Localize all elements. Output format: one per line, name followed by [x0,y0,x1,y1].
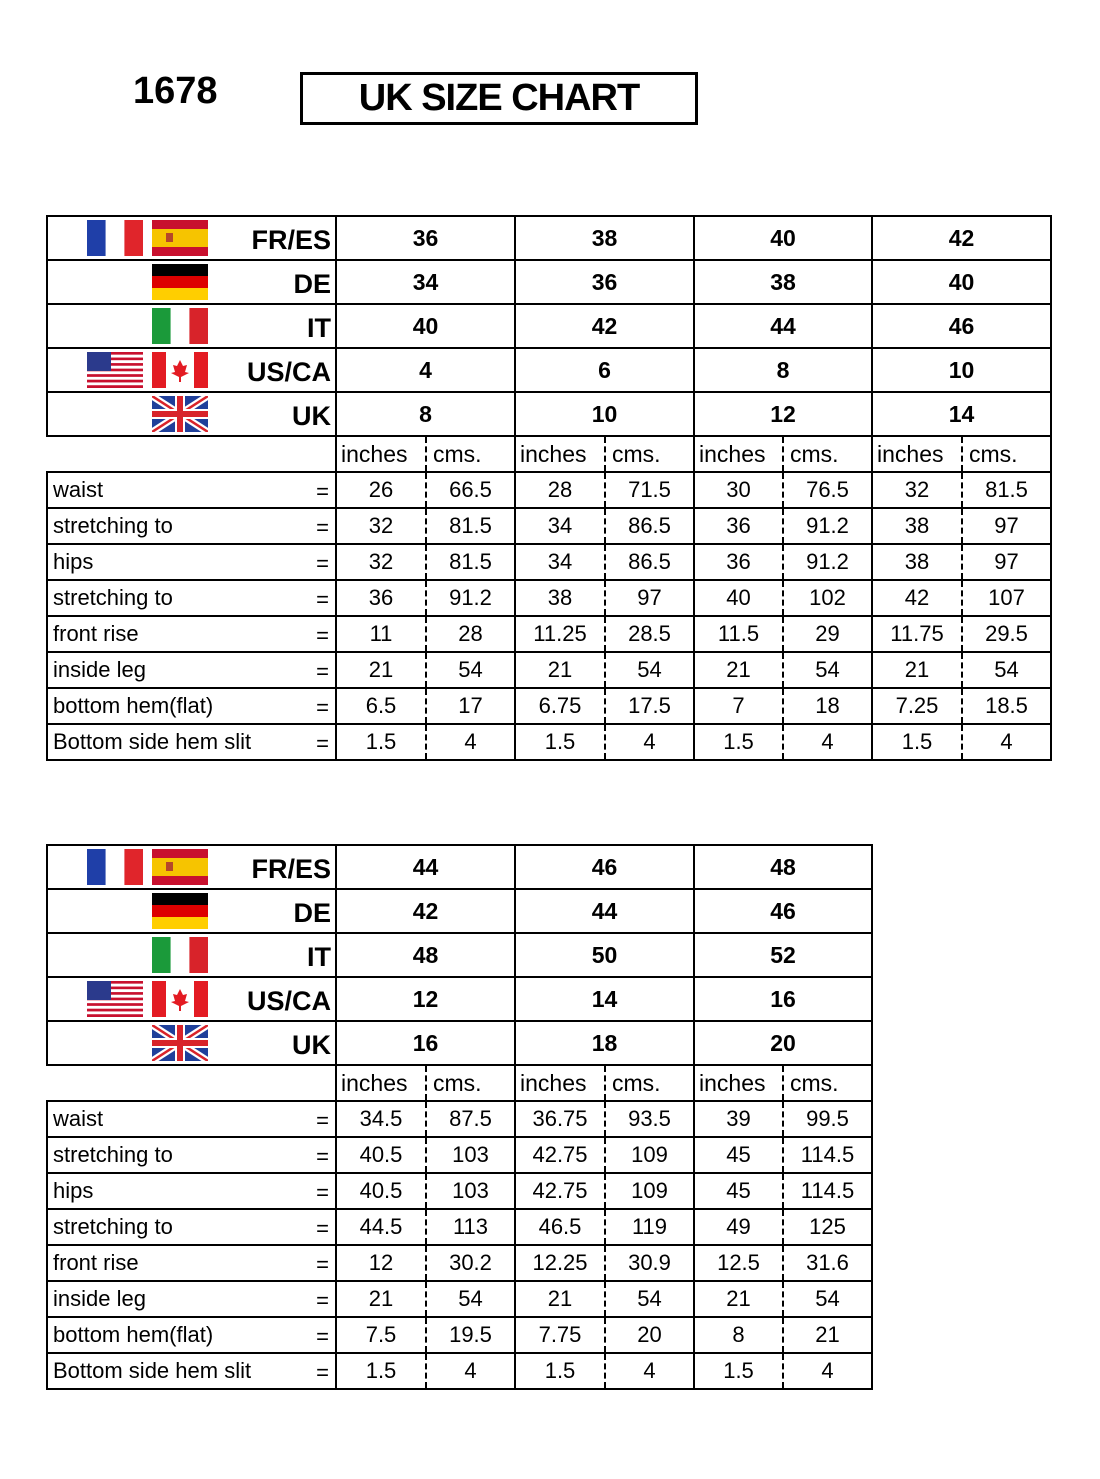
size-value: 42 [515,304,694,348]
cms-value: 4 [605,724,694,760]
size-value: 38 [515,216,694,260]
inches-value: 28 [515,472,605,508]
unit-inches: inches [336,436,426,472]
unit-inches: inches [872,436,962,472]
size-value: 20 [694,1021,872,1065]
size-value: 44 [336,845,515,889]
size-value: 40 [336,304,515,348]
inches-value: 21 [336,1281,426,1317]
table-row [47,1353,872,1389]
cms-value: 109 [605,1173,694,1209]
cms-value: 54 [605,652,694,688]
flag-usa-icon [87,352,143,392]
table-row [47,1209,872,1245]
size-value: 18 [515,1021,694,1065]
region-cell [47,216,336,260]
inches-value: 38 [872,544,962,580]
inches-value: 32 [336,544,426,580]
equals-sign: = [316,1216,329,1241]
measure-name: waist [53,477,104,502]
measure-label [47,544,336,580]
measure-name: stretching to [53,513,173,538]
cms-value: 86.5 [605,544,694,580]
equals-sign: = [316,731,329,756]
inches-value: 21 [694,652,783,688]
inches-value: 11.75 [872,616,962,652]
region-flags [152,264,217,300]
cms-value: 81.5 [962,472,1051,508]
flag-spain-icon [152,849,208,889]
cms-value: 97 [962,508,1051,544]
inches-value: 36.75 [515,1101,605,1137]
cms-value: 119 [605,1209,694,1245]
unit-spacer [47,436,336,472]
cms-value: 31.6 [783,1245,872,1281]
inches-value: 46.5 [515,1209,605,1245]
region-cell [47,260,336,304]
unit-cms: cms. [783,1065,872,1101]
measure-label [47,652,336,688]
inches-value: 38 [515,580,605,616]
equals-sign: = [316,659,329,684]
size-value: 36 [336,216,515,260]
inches-value: 7.25 [872,688,962,724]
inches-value: 21 [872,652,962,688]
measure-name: Bottom side hem slit [53,729,252,754]
cms-value: 81.5 [426,508,515,544]
inches-value: 7.5 [336,1317,426,1353]
region-flags [87,981,217,1017]
measure-name: hips [53,549,94,574]
inches-value: 12.5 [694,1245,783,1281]
table-row [47,1173,872,1209]
region-label: DE [293,897,331,928]
measure-label [47,1317,336,1353]
cms-value: 86.5 [605,508,694,544]
unit-cms: cms. [605,1065,694,1101]
cms-value: 54 [783,652,872,688]
inches-value: 11 [336,616,426,652]
cms-value: 28 [426,616,515,652]
flag-uk-icon [152,1025,208,1065]
table-row [47,508,1051,544]
flag-germany-icon [152,264,208,304]
inches-value: 1.5 [515,724,605,760]
cms-value: 17.5 [605,688,694,724]
measure-label [47,1245,336,1281]
flag-france-icon [87,220,143,260]
region-label: IT [307,941,331,972]
inches-value: 12 [336,1245,426,1281]
cms-value: 103 [426,1173,515,1209]
size-value: 44 [694,304,872,348]
inches-value: 36 [694,508,783,544]
cms-value: 87.5 [426,1101,515,1137]
inches-value: 36 [336,580,426,616]
flag-france-icon [87,849,143,889]
cms-value: 4 [605,1353,694,1389]
measure-name: stretching to [53,1142,173,1167]
cms-value: 93.5 [605,1101,694,1137]
product-code: 1678 [133,70,218,112]
equals-sign: = [316,695,329,720]
unit-inches: inches [515,436,605,472]
measure-label [47,1137,336,1173]
region-label: FR/ES [251,853,331,884]
size-value: 4 [336,348,515,392]
unit-cms: cms. [426,436,515,472]
equals-sign: = [316,479,329,504]
table-row [47,1245,872,1281]
cms-value: 4 [426,724,515,760]
cms-value: 97 [605,580,694,616]
size-value: 8 [694,348,872,392]
flag-italy-icon [152,937,208,977]
table-row [47,652,1051,688]
inches-value: 42 [872,580,962,616]
region-label: US/CA [246,985,331,1016]
unit-inches: inches [336,1065,426,1101]
equals-sign: = [316,587,329,612]
measure-name: stretching to [53,1214,173,1239]
flag-spain-icon [152,220,208,260]
cms-value: 54 [783,1281,872,1317]
inches-value: 39 [694,1101,783,1137]
inches-value: 30 [694,472,783,508]
size-value: 46 [872,304,1051,348]
measure-name: stretching to [53,585,173,610]
region-cell [47,889,336,933]
inches-value: 40.5 [336,1173,426,1209]
size-value: 16 [694,977,872,1021]
cms-value: 91.2 [783,544,872,580]
equals-sign: = [316,623,329,648]
region-label: UK [292,400,331,431]
region-flags [152,396,217,432]
region-cell [47,1021,336,1065]
cms-value: 17 [426,688,515,724]
cms-value: 109 [605,1137,694,1173]
cms-value: 18.5 [962,688,1051,724]
table-row [47,544,1051,580]
measure-name: front rise [53,1250,139,1275]
region-flags [87,352,217,388]
cms-value: 28.5 [605,616,694,652]
measure-name: inside leg [53,1286,146,1311]
cms-value: 29 [783,616,872,652]
inches-value: 21 [336,652,426,688]
unit-inches: inches [694,1065,783,1101]
inches-value: 1.5 [336,724,426,760]
region-label: FR/ES [251,224,331,255]
equals-sign: = [316,1324,329,1349]
size-value: 42 [872,216,1051,260]
unit-cms: cms. [783,436,872,472]
measure-name: inside leg [53,657,146,682]
size-value: 10 [515,392,694,436]
region-flags [152,937,217,973]
cms-value: 54 [426,652,515,688]
cms-value: 4 [783,724,872,760]
size-value: 12 [336,977,515,1021]
measure-label [47,508,336,544]
inches-value: 21 [694,1281,783,1317]
cms-value: 54 [426,1281,515,1317]
cms-value: 4 [783,1353,872,1389]
size-value: 36 [515,260,694,304]
size-value: 6 [515,348,694,392]
size-value: 52 [694,933,872,977]
cms-value: 91.2 [426,580,515,616]
measure-name: waist [53,1106,104,1131]
cms-value: 99.5 [783,1101,872,1137]
inches-value: 49 [694,1209,783,1245]
cms-value: 18 [783,688,872,724]
inches-value: 7 [694,688,783,724]
inches-value: 32 [872,472,962,508]
measure-label [47,1209,336,1245]
cms-value: 125 [783,1209,872,1245]
measure-name: front rise [53,621,139,646]
size-value: 14 [872,392,1051,436]
region-cell [47,348,336,392]
size-value: 16 [336,1021,515,1065]
cms-value: 91.2 [783,508,872,544]
size-value: 50 [515,933,694,977]
unit-cms: cms. [426,1065,515,1101]
flag-canada-icon [152,352,208,392]
flag-italy-icon [152,308,208,348]
cms-value: 102 [783,580,872,616]
inches-value: 40.5 [336,1137,426,1173]
inches-value: 32 [336,508,426,544]
unit-inches: inches [515,1065,605,1101]
inches-value: 42.75 [515,1173,605,1209]
region-flags [152,308,217,344]
size-value: 38 [694,260,872,304]
flag-canada-icon [152,981,208,1021]
inches-value: 1.5 [515,1353,605,1389]
equals-sign: = [316,1144,329,1169]
inches-value: 34 [515,508,605,544]
unit-spacer [47,1065,336,1101]
measure-name: bottom hem(flat) [53,1322,214,1347]
flag-usa-icon [87,981,143,1021]
table-row [47,724,1051,760]
region-cell [47,845,336,889]
size-value: 40 [694,216,872,260]
cms-value: 66.5 [426,472,515,508]
equals-sign: = [316,1252,329,1277]
cms-value: 30.9 [605,1245,694,1281]
measure-label [47,688,336,724]
cms-value: 97 [962,544,1051,580]
size-value: 42 [336,889,515,933]
size-value: 10 [872,348,1051,392]
measure-label [47,1173,336,1209]
cms-value: 21 [783,1317,872,1353]
inches-value: 7.75 [515,1317,605,1353]
inches-value: 40 [694,580,783,616]
equals-sign: = [316,551,329,576]
inches-value: 45 [694,1137,783,1173]
inches-value: 34.5 [336,1101,426,1137]
region-cell [47,392,336,436]
region-flags [152,893,217,929]
table-row [47,472,1051,508]
inches-value: 45 [694,1173,783,1209]
measure-name: hips [53,1178,94,1203]
region-flags [152,1025,217,1061]
region-cell [47,304,336,348]
size-value: 44 [515,889,694,933]
measure-label [47,472,336,508]
region-label: US/CA [246,356,331,387]
cms-value: 20 [605,1317,694,1353]
region-label: DE [293,268,331,299]
size-value: 46 [515,845,694,889]
unit-cms: cms. [605,436,694,472]
cms-value: 107 [962,580,1051,616]
cms-value: 19.5 [426,1317,515,1353]
page-title: UK SIZE CHART [300,72,698,125]
unit-inches: inches [694,436,783,472]
cms-value: 4 [426,1353,515,1389]
size-value: 8 [336,392,515,436]
table-row [47,1137,872,1173]
cms-value: 54 [605,1281,694,1317]
region-cell [47,977,336,1021]
inches-value: 26 [336,472,426,508]
measure-label [47,616,336,652]
flag-germany-icon [152,893,208,933]
inches-value: 11.5 [694,616,783,652]
cms-value: 54 [962,652,1051,688]
region-cell [47,933,336,977]
cms-value: 114.5 [783,1173,872,1209]
inches-value: 34 [515,544,605,580]
cms-value: 76.5 [783,472,872,508]
inches-value: 38 [872,508,962,544]
inches-value: 1.5 [336,1353,426,1389]
inches-value: 21 [515,1281,605,1317]
table-row [47,616,1051,652]
size-table-2 [46,844,873,1390]
equals-sign: = [316,1288,329,1313]
size-value: 40 [872,260,1051,304]
measure-name: Bottom side hem slit [53,1358,252,1383]
cms-value: 81.5 [426,544,515,580]
measure-label [47,1101,336,1137]
size-value: 14 [515,977,694,1021]
equals-sign: = [316,1108,329,1133]
region-label: IT [307,312,331,343]
size-value: 12 [694,392,872,436]
cms-value: 29.5 [962,616,1051,652]
cms-value: 71.5 [605,472,694,508]
inches-value: 1.5 [694,1353,783,1389]
flag-uk-icon [152,396,208,436]
cms-value: 114.5 [783,1137,872,1173]
size-value: 48 [336,933,515,977]
cms-value: 4 [962,724,1051,760]
inches-value: 1.5 [872,724,962,760]
table-row [47,1101,872,1137]
region-label: UK [292,1029,331,1060]
inches-value: 21 [515,652,605,688]
inches-value: 8 [694,1317,783,1353]
inches-value: 42.75 [515,1137,605,1173]
size-value: 34 [336,260,515,304]
measure-label [47,580,336,616]
inches-value: 6.75 [515,688,605,724]
cms-value: 113 [426,1209,515,1245]
cms-value: 103 [426,1137,515,1173]
inches-value: 44.5 [336,1209,426,1245]
table-row [47,1281,872,1317]
measure-name: bottom hem(flat) [53,693,214,718]
table-row [47,688,1051,724]
table-row [47,1317,872,1353]
inches-value: 1.5 [694,724,783,760]
inches-value: 12.25 [515,1245,605,1281]
measure-label [47,724,336,760]
unit-cms: cms. [962,436,1051,472]
inches-value: 36 [694,544,783,580]
region-flags [87,849,217,885]
table-row [47,580,1051,616]
equals-sign: = [316,515,329,540]
measure-label [47,1281,336,1317]
cms-value: 30.2 [426,1245,515,1281]
region-flags [87,220,217,256]
equals-sign: = [316,1360,329,1385]
measure-label [47,1353,336,1389]
size-value: 46 [694,889,872,933]
size-value: 48 [694,845,872,889]
inches-value: 11.25 [515,616,605,652]
equals-sign: = [316,1180,329,1205]
inches-value: 6.5 [336,688,426,724]
size-table-1 [46,215,1052,761]
